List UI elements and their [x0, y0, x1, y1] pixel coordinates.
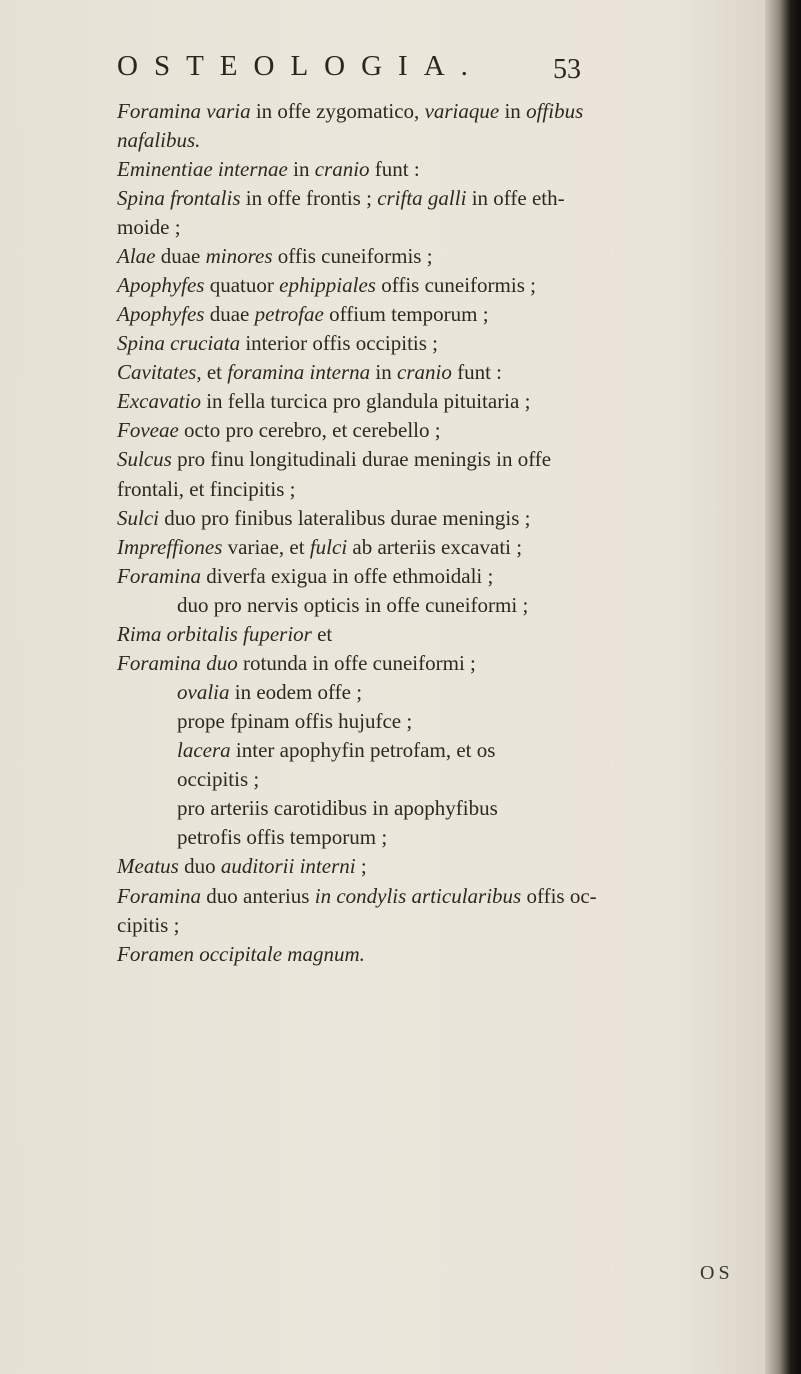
italic-term: Eminentiae internae — [117, 157, 288, 181]
italic-term: Foramina — [117, 564, 201, 588]
italic-term: Spina cruciata — [117, 331, 241, 355]
text-run: offis oc- — [521, 884, 597, 908]
italic-term: lacera — [177, 738, 231, 762]
text-run: duo pro finibus lateralibus durae meningis ; — [159, 506, 531, 530]
text-line — [117, 883, 597, 909]
italic-term: Rima orbitalis fuperior — [117, 622, 312, 646]
text-line — [117, 621, 332, 647]
text-line — [117, 388, 530, 414]
text-line — [117, 272, 536, 298]
italic-term: ephippiales — [279, 273, 376, 297]
text-run: duo pro nervis opticis in offe cuneiformi ; — [177, 593, 529, 617]
italic-term: Sulci — [117, 506, 159, 530]
page-title: OSTEOLOGIA. — [117, 50, 484, 82]
text-run: duo — [178, 854, 221, 878]
text-run: in eodem offe ; — [229, 680, 363, 704]
text-run: ab arteriis excavati ; — [347, 535, 523, 559]
italic-term: Foveae — [117, 418, 179, 442]
text-line — [117, 359, 502, 385]
text-run: in — [287, 157, 315, 181]
italic-term: Cavitates — [117, 360, 197, 384]
text-run: pro arteriis carotidibus in apophyfibus — [177, 796, 498, 820]
italic-term: Foramen occipitale magnum. — [117, 942, 365, 966]
text-line — [117, 446, 551, 472]
text-line — [177, 824, 387, 850]
text-line — [117, 156, 420, 182]
italic-term: Excavatio — [117, 389, 201, 413]
text-run: duae — [155, 244, 206, 268]
text-run: duo anterius — [201, 884, 315, 908]
italic-term: Sulcus — [117, 447, 172, 471]
text-line — [117, 853, 367, 879]
text-line — [117, 417, 441, 443]
text-run: frontali, et fincipitis ; — [117, 477, 296, 501]
text-line — [117, 185, 565, 211]
italic-term: Foramina duo — [117, 651, 238, 675]
italic-term: cranio — [314, 157, 370, 181]
running-head — [117, 50, 587, 100]
text-line — [177, 679, 362, 705]
italic-term: Apophyfes — [117, 302, 205, 326]
page-number: 53 — [553, 54, 581, 85]
italic-term: Alae — [117, 244, 156, 268]
italic-term: Foramina — [117, 884, 201, 908]
text-run: ; — [355, 854, 367, 878]
italic-term: Apophyfes — [117, 273, 205, 297]
text-run: in — [370, 360, 397, 384]
text-run: funt : — [369, 157, 420, 181]
text-run: octo pro cerebro, et cerebello ; — [178, 418, 441, 442]
text-line — [117, 98, 583, 124]
italic-term: crifta galli — [377, 186, 467, 210]
text-run: prope fpinam offis hujufce ; — [177, 709, 413, 733]
text-run: in — [499, 99, 527, 123]
text-line — [177, 592, 528, 618]
text-run: offis cuneiformis ; — [375, 273, 536, 297]
italic-term: offibus — [526, 99, 584, 123]
text-run: funt : — [451, 360, 502, 384]
italic-term: ovalia — [177, 680, 230, 704]
text-line — [117, 941, 365, 967]
italic-term: variaque — [424, 99, 500, 123]
catchword: OS — [700, 1262, 734, 1284]
text-line — [117, 476, 295, 502]
italic-term: petrofae — [254, 302, 324, 326]
text-line — [117, 505, 531, 531]
italic-term: Foramina varia — [117, 99, 251, 123]
text-line — [177, 708, 412, 734]
text-run: , et — [196, 360, 228, 384]
text-run: diverfa exigua in offe ethmoidali ; — [201, 564, 494, 588]
text-run: petrofis offis temporum ; — [177, 825, 388, 849]
text-run: in fella turcica pro glandula pituitaria ; — [200, 389, 531, 413]
text-run: offium temporum ; — [323, 302, 489, 326]
text-line — [117, 214, 181, 240]
text-line — [177, 737, 495, 763]
italic-term: Spina frontalis — [117, 186, 241, 210]
text-run: variae, et — [222, 535, 310, 559]
text-line — [117, 301, 489, 327]
italic-term: Meatus — [117, 854, 179, 878]
text-line — [117, 534, 522, 560]
text-line — [117, 243, 433, 269]
text-run: inter apophyfin petrofam, et os — [230, 738, 496, 762]
text-line — [117, 912, 179, 938]
italic-term: nafalibus. — [117, 128, 201, 152]
text-run: offis cuneiformis ; — [272, 244, 433, 268]
text-run: duae — [204, 302, 255, 326]
text-run: quatuor — [204, 273, 280, 297]
text-run: in offe zygomatico, — [250, 99, 425, 123]
text-run: et — [311, 622, 333, 646]
text-line — [117, 563, 493, 589]
italic-term: minores — [205, 244, 273, 268]
text-line — [117, 650, 476, 676]
italic-term: fulci — [309, 535, 348, 559]
italic-term: foramina interna — [227, 360, 371, 384]
text-line — [177, 766, 259, 792]
text-line — [177, 795, 498, 821]
italic-term: Impreffiones — [117, 535, 223, 559]
italic-term: in condylis articularibus — [314, 884, 522, 908]
text-run: interior offis occipitis ; — [240, 331, 438, 355]
text-run: rotunda in offe cuneiformi ; — [237, 651, 476, 675]
binding-edge-shadow — [765, 0, 801, 1374]
text-run: in offe frontis ; — [240, 186, 378, 210]
italic-term: cranio — [397, 360, 452, 384]
italic-term: auditorii interni — [220, 854, 356, 878]
text-run: cipitis ; — [117, 913, 180, 937]
text-line — [117, 127, 200, 153]
text-run: moide ; — [117, 215, 181, 239]
text-line — [117, 330, 438, 356]
text-run: occipitis ; — [177, 767, 260, 791]
text-run: pro finu longitudinali durae meningis in offe — [171, 447, 552, 471]
text-run: in offe eth- — [466, 186, 565, 210]
